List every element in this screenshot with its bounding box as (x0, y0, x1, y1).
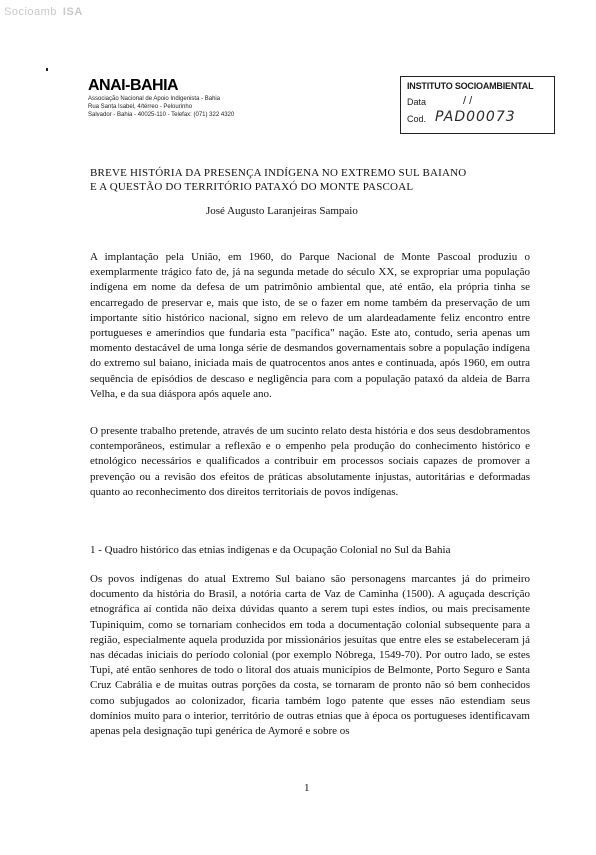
stamp-title: INSTITUTO SOCIOAMBIENTAL (407, 81, 534, 91)
watermark-prefix: Socioamb (4, 6, 57, 18)
scan-speck (46, 68, 48, 71)
section-heading: 1 - Quadro histórico das etnias indígenas e da Ocupação Colonial no Sul da Bahia (90, 544, 451, 556)
paragraph-intro: A implantação pela União, em 1960, do Parque Nacional de Monte Pascoal produziu o exemplarmente trágico fato de, já na segunda metade do século XX, se expropriar uma população indígena em nome da defesa de um patrimônio ambiental que, até então, ela própria tinha se encarregado de preservar e, mais que isto, de se o fazer em nome também da preservação de um importante sítio histórico nacional, signo em relevo de um alardeadamente feliz encontro entre portugueses e ameríndios que fundaria esta "pacífica" nação. Este ato, contudo, seria apenas um momento destacável de uma longa série de desmandos governamentais sobre a população indígena do extremo sul baiano, iniciada mais de quatrocentos anos antes e continuada, após 1960, em outra sequência de episódios de descaso e negligência para com a população pataxó da aldeia de Barra Velha, e da sua diáspora após aquele ano. (90, 251, 530, 400)
document-title-line1: BREVE HISTÓRIA DA PRESENÇA INDÍGENA NO EXTREMO SUL BAIANO (90, 167, 467, 179)
organization-address: Rua Santa Isabel, 4/térreo - Pelourinho (88, 104, 193, 110)
organization-letterhead (88, 77, 234, 119)
isa-watermark (4, 6, 83, 18)
stamp-code-value: PAD00073 (435, 109, 516, 125)
paragraph-history: Os povos indígenas do atual Extremo Sul baiano são personagens marcantes já do primeiro documento da história do Brasil, a notória carta de Vaz de Caminha (1500). A aguçada descrição etnográfica aí contida não deixa dúvidas quanto a serem tupi estes índios, ou mais precisamente Tupiniquim, como se tornariam conhecidos em toda a documentação colonial subsequente para a região, especialmente aquela produzida por missionários jesuítas que entre eles se estabeleceram já nas décadas iniciais do período colonial (por exemplo Nóbrega, 1549-70). Por outro lado, se estes Tupi, até então senhores de todo o litoral dos atuais municípios de Belmonte, Porto Seguro e Santa Cruz Cabrália e de muitas outras porções da costa, se tornaram de pronto não só bem conhecidos como subjugados ao colonizador, ficaria também logo patente que esses não estendiam seus domínios muito para o interior, território de outras etnias que à época os portugueses identificavam apenas pela designação tupi genérica de Aymoré e sobre os (90, 573, 530, 738)
document-author: José Augusto Laranjeiras Sampaio (206, 205, 358, 217)
organization-name: ANAI-BAHIA (88, 77, 179, 94)
document-title-line2: E A QUESTÃO DO TERRITÓRIO PATAXÓ DO MONTE PASCOAL (90, 181, 414, 193)
document-title (90, 166, 530, 194)
stamp-date-label: Data (407, 97, 427, 107)
organization-full-name: Associação Nacional de Apoio Indigenista - Bahia (88, 96, 221, 102)
stamp-date-value: / / (463, 95, 473, 107)
paragraph-purpose: O presente trabalho pretende, através de um sucinto relato desta história e dos seus desdobramentos contemporâneos, estimular a reflexão e o empenho pela produção do conhecimento histórico e etnológico necessários e qualificados a contribuir em processos sociais capazes de promover a prevenção ou a revisão dos efeitos de práticas absolutamente injustas, autoritárias e deformadas quanto ao reconhecimento dos direitos territoriais de povos indígenas. (90, 425, 530, 498)
organization-contact: Salvador - Bahia - 40025-110 - Telefax: (071) 322 4320 (88, 112, 235, 118)
watermark-text: ISA (62, 6, 83, 18)
archive-stamp (400, 76, 555, 134)
stamp-code-label: Cod. (407, 114, 427, 124)
page-number: 1 (304, 782, 310, 794)
